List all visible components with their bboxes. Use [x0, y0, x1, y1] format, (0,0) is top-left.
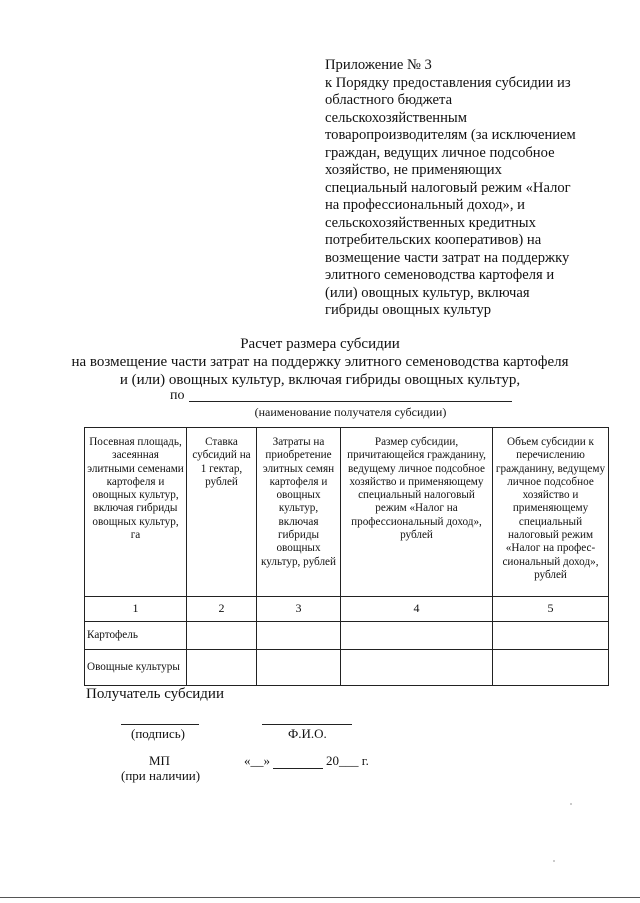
annex-line: возмещение части затрат на поддержку	[325, 249, 570, 266]
header-cell: Объем субсидии к перечислению гражданину, ведущему личное подсобное хозяйство и применяющему специальный налоговый режим «Налог на профес-сиональный доход», рублей	[493, 428, 609, 597]
row-label-vegetables: Овощные культуры	[85, 650, 187, 686]
column-number: 2	[187, 597, 257, 622]
stamp-label: МП	[149, 753, 170, 768]
table-cell[interactable]	[257, 650, 341, 686]
scan-edge-line	[0, 897, 640, 898]
header-cell: Затраты на приобретение элитных семян картофеля и овощных культур, включая гибриды овощных культур, рублей	[257, 428, 341, 597]
recipient-label: Получатель субсидии	[86, 686, 224, 702]
date-month-line[interactable]	[273, 768, 323, 769]
annex-line: хозяйство, не применяющих	[325, 162, 502, 178]
signature-caption: (подпись)	[131, 726, 185, 741]
table-cell[interactable]	[341, 650, 493, 686]
table-cell[interactable]	[187, 622, 257, 650]
annex-line: Приложение № 3	[325, 57, 432, 73]
fio-caption: Ф.И.О.	[288, 726, 327, 741]
recipient-name-line[interactable]	[189, 401, 512, 402]
row-label-potato: Картофель	[85, 622, 187, 650]
annex-line: товаропроизводителям (за исключением	[325, 127, 576, 143]
stamp-note: (при наличии)	[121, 768, 201, 783]
header-cell: Посевная площадь, засеянная элитными семенами картофеля и овощных культур, включая гибриды овощных культур, га	[85, 428, 187, 597]
column-number: 5	[493, 597, 609, 622]
table-cell[interactable]	[493, 650, 609, 686]
annex-line: потребительских кооперативов) на	[325, 232, 542, 248]
doc-title: Расчет размера субсидии	[240, 336, 400, 352]
scan-speck	[553, 860, 555, 862]
annex-line: элитного семеноводства картофеля и	[325, 267, 555, 283]
annex-header	[325, 57, 625, 320]
column-number-row	[85, 597, 609, 622]
table-cell[interactable]	[493, 622, 609, 650]
recipient-name-caption: (наименование получателя субсидии)	[254, 405, 447, 419]
header-cell: Ставка субсидий на 1 гектар, рублей	[187, 428, 257, 597]
header-cell: Размер субсидии, причитающейся гражданину, ведущему личное подсобное хозяйство и применяющему специальный налоговый режим «Налог на профессиональный доход», рублей	[341, 428, 493, 597]
annex-line: сельскохозяйственным	[325, 109, 467, 126]
subsidy-table	[84, 427, 609, 686]
scan-speck	[570, 803, 572, 805]
annex-line: сельскохозяйственных кредитных	[325, 214, 536, 231]
annex-line: граждан, ведущих личное подсобное	[325, 144, 555, 161]
annex-line: специальный налоговый режим «Налог	[325, 179, 571, 196]
annex-line: (или) овощных культур, включая	[325, 284, 530, 301]
doc-subtitle-line1: на возмещение части затрат на поддержку элитного семеноводства картофеля	[71, 354, 569, 370]
column-number: 1	[85, 597, 187, 622]
table-cell[interactable]	[341, 622, 493, 650]
annex-line: на профессиональный доход», и	[325, 197, 525, 213]
table-header-row	[85, 428, 609, 597]
column-number: 4	[341, 597, 493, 622]
date-day: «__»	[244, 753, 270, 768]
table-row	[85, 622, 609, 650]
signature-line[interactable]	[121, 724, 199, 725]
table-row	[85, 650, 609, 686]
date-year: 20___ г.	[326, 753, 369, 768]
annex-line: гибриды овощных культур	[325, 302, 492, 318]
doc-subtitle-line2: и (или) овощных культур, включая гибриды овощных культур,	[119, 372, 521, 388]
table-cell[interactable]	[187, 650, 257, 686]
annex-line: областного бюджета	[325, 92, 453, 108]
po-label: по	[170, 388, 185, 403]
column-number: 3	[257, 597, 341, 622]
fio-line[interactable]	[262, 724, 352, 725]
table-cell[interactable]	[257, 622, 341, 650]
annex-line: к Порядку предоставления субсидии из	[325, 74, 571, 91]
